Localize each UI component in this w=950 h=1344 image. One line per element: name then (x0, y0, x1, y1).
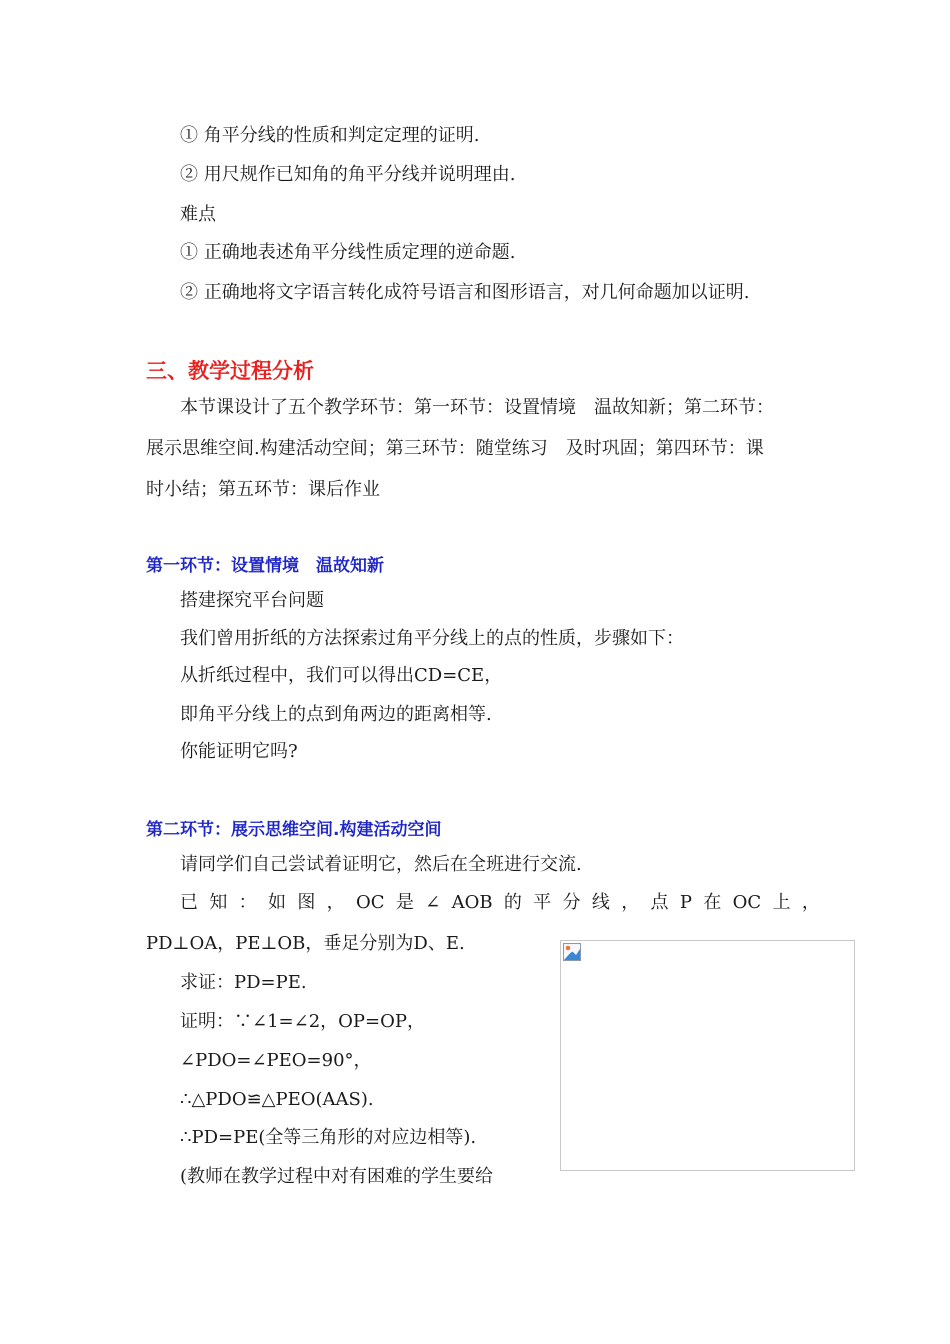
step1-line-2: 我们曾用折纸的方法探索过角平分线上的点的性质，步骤如下： (180, 628, 684, 649)
intro-line-1: 本节课设计了五个教学环节：第一环节：设置情境 温故知新；第二环节： (180, 397, 774, 418)
step1-line-3: 从折纸过程中，我们可以得出CD=CE， (180, 665, 503, 686)
known-token: 线 (591, 892, 610, 913)
known-token: OC (355, 892, 385, 913)
known-token: 平 (533, 892, 552, 913)
proof-line-4: ∴PD=PE(全等三角形的对应边相等). (180, 1127, 477, 1148)
known-token: 分 (562, 892, 581, 913)
known-token: 点 (650, 892, 669, 913)
proof-line-3: ∴△PDO≌△PEO(AAS). (180, 1089, 374, 1110)
known-token: P (679, 892, 692, 913)
section-heading: 三、教学过程分析 (146, 359, 314, 383)
known-token: AOB (451, 892, 493, 913)
known-token: ， (801, 892, 820, 913)
difficulty-label: 难点 (180, 204, 216, 225)
known-token: OC (732, 892, 762, 913)
known-token: 是 (395, 892, 414, 913)
known-token: 的 (503, 892, 522, 913)
proof-line-2: ∠PDO=∠PEO=90°， (180, 1050, 372, 1071)
step1-line-4: 即角平分线上的点到角两边的距离相等. (180, 704, 492, 725)
key-point-2: ② 用尺规作已知角的角平分线并说明理由. (180, 164, 516, 185)
intro-line-3: 时小结；第五环节：课后作业 (146, 479, 380, 500)
known-line (180, 891, 820, 915)
step1-heading: 第一环节：设置情境 温故知新 (146, 556, 384, 576)
known-token: 如 (267, 892, 286, 913)
known-token: ， (621, 892, 640, 913)
broken-image-icon (563, 943, 581, 961)
key-point-1: ① 角平分线的性质和判定定理的证明. (180, 125, 480, 146)
step2-heading: 第二环节：展示思维空间.构建活动空间 (146, 820, 442, 840)
step2-line-1: 请同学们自己尝试着证明它，然后在全班进行交流. (180, 854, 582, 875)
proof-line-5: (教师在教学过程中对有困难的学生要给 (180, 1166, 494, 1187)
known-token: 上 (772, 892, 791, 913)
step1-line-5: 你能证明它吗? (180, 741, 298, 762)
figure-placeholder (560, 940, 855, 1171)
known-token: 图 (297, 892, 316, 913)
known-token: ∠ (425, 892, 441, 913)
step1-line-1: 搭建探究平台问题 (180, 590, 324, 611)
known-token: 在 (703, 892, 722, 913)
known-continuation: PD⊥OA，PE⊥OB，垂足分别为D、E. (146, 933, 465, 954)
proof-line-1: 证明：∵∠1=∠2，OP=OP， (180, 1011, 425, 1032)
known-token: 已 (180, 892, 198, 913)
prove-line: 求证：PD=PE. (180, 972, 307, 993)
difficulty-point-1: ① 正确地表述角平分线性质定理的逆命题. (180, 242, 516, 263)
intro-line-2: 展示思维空间.构建活动空间；第三环节：随堂练习 及时巩固；第四环节：课 (146, 438, 764, 459)
known-token: ， (326, 892, 345, 913)
known-token: 知 (209, 892, 228, 913)
known-token: ： (238, 892, 257, 913)
difficulty-point-2: ② 正确地将文字语言转化成符号语言和图形语言，对几何命题加以证明. (180, 282, 750, 303)
